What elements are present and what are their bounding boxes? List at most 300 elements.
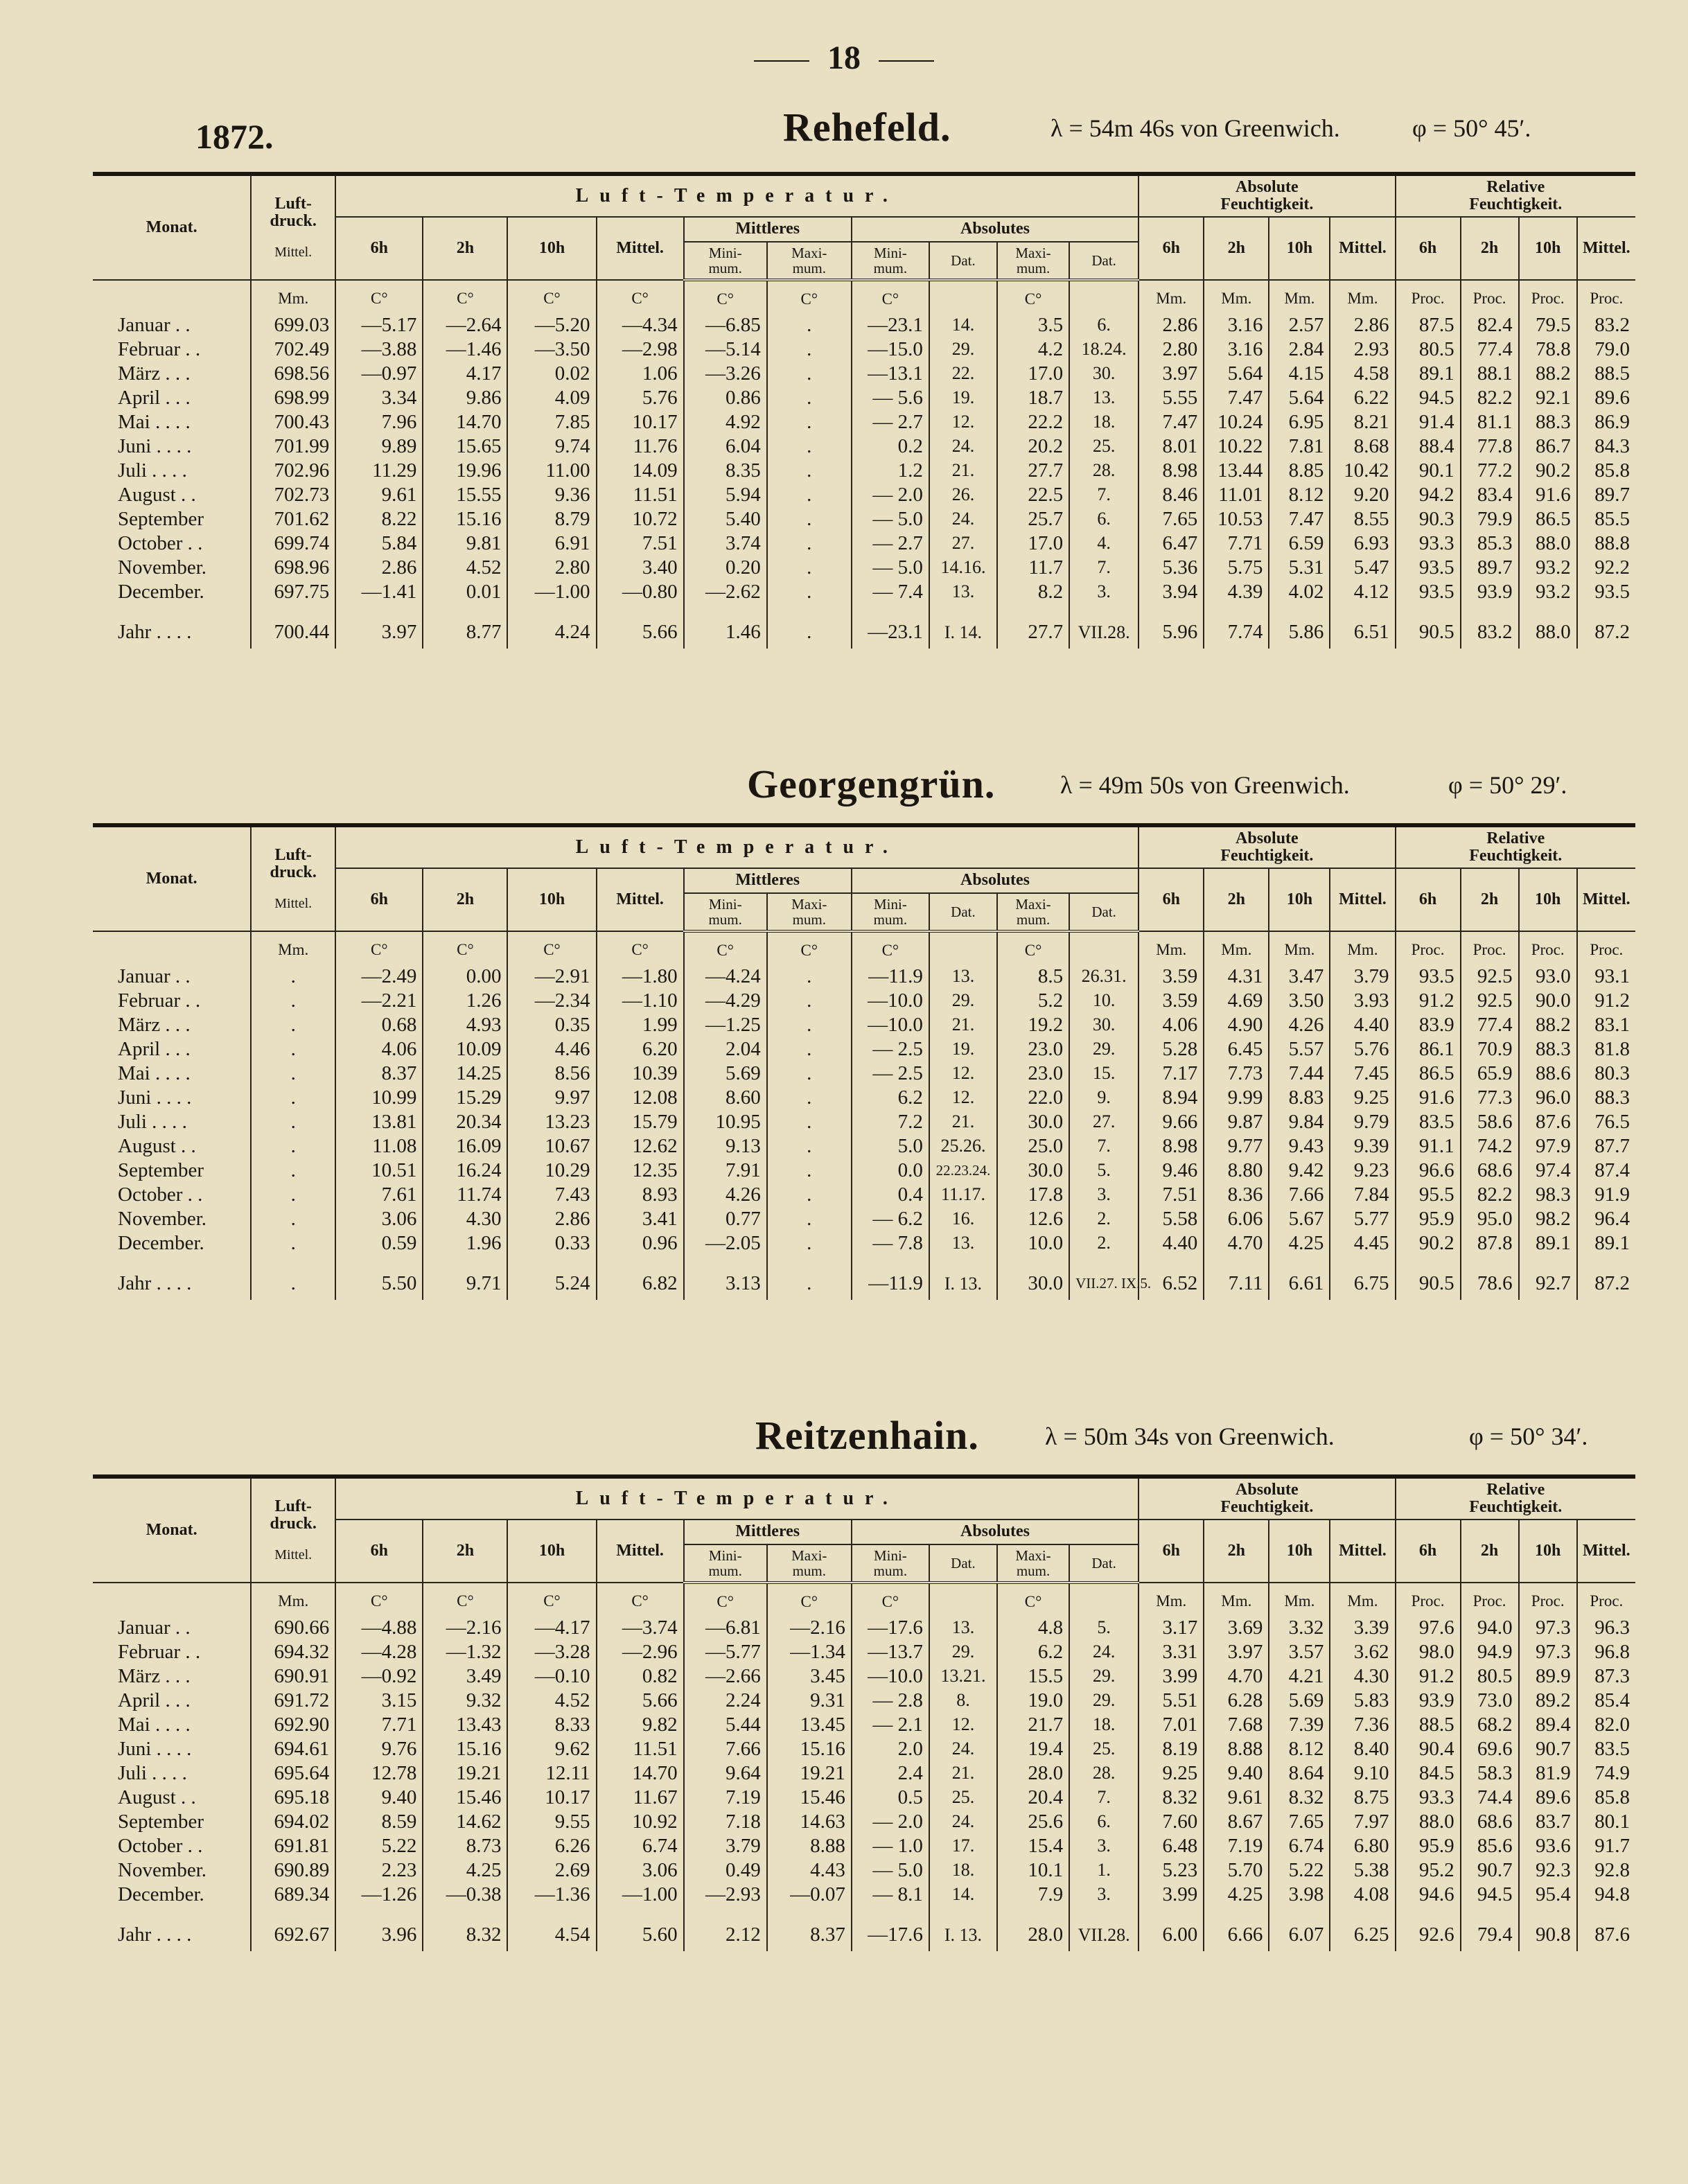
units-cell: C°	[852, 280, 929, 313]
table-cell: 4.69	[1204, 989, 1269, 1013]
table-cell: .	[767, 1013, 852, 1037]
table-cell: 82.0	[1577, 1713, 1635, 1737]
table-cell: —0.92	[335, 1664, 423, 1689]
table-cell: 88.3	[1519, 1037, 1577, 1062]
month-label: Januar . .	[118, 313, 191, 336]
table-cell: .	[767, 989, 852, 1013]
climate-table-grid	[93, 827, 1635, 1300]
table-cell: 93.3	[1396, 1786, 1461, 1810]
table-cell: I. 14.	[929, 604, 997, 649]
table-cell: —4.28	[335, 1640, 423, 1664]
table-cell: 8.80	[1204, 1159, 1269, 1183]
table-cell: —2.16	[767, 1616, 852, 1640]
month-label: October . .	[118, 531, 203, 554]
table-cell: .	[251, 1231, 335, 1256]
table-cell: 1.99	[597, 1013, 684, 1037]
table-cell: 4.08	[1330, 1883, 1395, 1907]
header-abs-h10: 10h	[1269, 217, 1330, 279]
table-cell: 5.84	[335, 531, 423, 556]
table-cell: 2.23	[335, 1858, 423, 1883]
table-cell: 15.46	[423, 1786, 507, 1810]
table-cell: 13.21.	[929, 1664, 997, 1689]
table-cell: 92.6	[1396, 1907, 1461, 1951]
header-sub-maximum-1: Maxi- mum.	[767, 893, 852, 931]
table-cell: 3.31	[1138, 1640, 1204, 1664]
table-row	[93, 580, 1635, 604]
table-cell: 87.2	[1577, 604, 1635, 649]
table-cell: 80.5	[1461, 1664, 1519, 1689]
header-luftdruck-sub: Mittel.	[274, 1547, 313, 1563]
climate-table-grid	[93, 176, 1635, 649]
table-cell: 0.49	[684, 1858, 767, 1883]
header-abs-h2: 2h	[1204, 1520, 1269, 1582]
table-header	[93, 1479, 1635, 1583]
table-cell: 6.52	[1138, 1256, 1204, 1300]
table-cell: 90.0	[1519, 989, 1577, 1013]
table-cell: 83.1	[1577, 1013, 1635, 1037]
table-cell: 698.56	[251, 362, 335, 386]
header-rel-h2: 2h	[1461, 1520, 1519, 1582]
station-header	[0, 104, 1688, 152]
table-cell: 83.7	[1519, 1810, 1577, 1834]
table-cell: 8.40	[1330, 1737, 1395, 1761]
table-cell: .	[767, 362, 852, 386]
table-cell: 9.23	[1330, 1159, 1395, 1183]
table-cell: .	[251, 1086, 335, 1110]
table-cell: — 2.1	[852, 1713, 929, 1737]
table-cell: 8.77	[423, 604, 507, 649]
table-cell: 4.90	[1204, 1013, 1269, 1037]
table-cell: —1.00	[507, 580, 596, 604]
header-luft-temperatur: Luft-Temperatur.	[335, 827, 1138, 868]
table-cell: 68.6	[1461, 1810, 1519, 1834]
table-row	[93, 507, 1635, 531]
table-cell: 90.2	[1396, 1231, 1461, 1256]
table-cell: 14.70	[423, 410, 507, 434]
table-cell: 0.0	[852, 1159, 929, 1183]
table-cell: 21.	[929, 1110, 997, 1134]
table-cell: 4.46	[507, 1037, 596, 1062]
table-cell: 87.4	[1577, 1159, 1635, 1183]
month-label: Januar . .	[118, 965, 191, 987]
table-cell: —5.77	[684, 1640, 767, 1664]
table-row	[93, 434, 1635, 459]
table-cell: 78.8	[1519, 337, 1577, 362]
table-cell: 2.	[1069, 1231, 1138, 1256]
units-cell: C°	[997, 280, 1069, 313]
table-cell: 702.73	[251, 483, 335, 507]
table-cell: 6.74	[597, 1834, 684, 1858]
table-cell: 85.8	[1577, 459, 1635, 483]
table-cell: 12.	[929, 1713, 997, 1737]
units-cell: Mm.	[1269, 1583, 1330, 1616]
month-label: November.	[118, 1207, 207, 1230]
table-cell: —4.17	[507, 1616, 596, 1640]
table-cell: 30.0	[997, 1159, 1069, 1183]
table-cell: 86.7	[1519, 434, 1577, 459]
table-cell: 5.23	[1138, 1858, 1204, 1883]
table-cell: —2.16	[423, 1616, 507, 1640]
table-cell: 88.3	[1577, 1086, 1635, 1110]
table-cell: 21.7	[997, 1713, 1069, 1737]
units-cell: Mm.	[1330, 931, 1395, 965]
units-cell: Proc.	[1396, 931, 1461, 965]
header-sub-maximum-4: Maxi- mum.	[997, 1544, 1069, 1583]
table-cell: 27.	[1069, 1110, 1138, 1134]
table-cell: 7.	[1069, 556, 1138, 580]
table-cell: 13.45	[767, 1713, 852, 1737]
table-cell: 96.3	[1577, 1616, 1635, 1640]
table-cell: 21.	[929, 459, 997, 483]
table-cell: 9.25	[1330, 1086, 1395, 1110]
units-cell: C°	[997, 1583, 1069, 1616]
month-label: Jahr . . . .	[118, 1923, 192, 1946]
header-sub-maximum-1: Maxi- mum.	[767, 1544, 852, 1583]
station-name: Rehefeld.	[783, 105, 951, 150]
station-latitude: φ = 50° 29′.	[1448, 771, 1567, 799]
table-cell: 97.4	[1519, 1159, 1577, 1183]
table-cell: 80.1	[1577, 1810, 1635, 1834]
table-cell: 93.9	[1396, 1689, 1461, 1713]
table-cell: 97.3	[1519, 1640, 1577, 1664]
table-cell: 8.94	[1138, 1086, 1204, 1110]
table-cell: 76.5	[1577, 1110, 1635, 1134]
table-cell: 0.20	[684, 556, 767, 580]
table-cell: 13.	[1069, 386, 1138, 410]
table-cell: 14.25	[423, 1062, 507, 1086]
table-cell: 93.2	[1519, 556, 1577, 580]
header-sub-minimum-2: Mini- mum.	[852, 893, 929, 931]
table-cell: 29.	[929, 337, 997, 362]
table-cell: 90.3	[1396, 507, 1461, 531]
table-cell: 699.74	[251, 531, 335, 556]
table-cell: 700.44	[251, 604, 335, 649]
table-cell: VII.28.	[1069, 1907, 1138, 1951]
table-cell: 89.7	[1461, 556, 1519, 580]
table-cell: — 1.0	[852, 1834, 929, 1858]
table-cell: 8.55	[1330, 507, 1395, 531]
table-cell: .	[767, 1062, 852, 1086]
table-cell: —4.24	[684, 965, 767, 989]
table-cell: 3.34	[335, 386, 423, 410]
table-cell: 97.9	[1519, 1134, 1577, 1159]
table-cell: 4.25	[1269, 1231, 1330, 1256]
table-cell: .	[767, 1159, 852, 1183]
units-cell: C°	[597, 1583, 684, 1616]
table-cell: 6.20	[597, 1037, 684, 1062]
table-cell: —10.0	[852, 1664, 929, 1689]
table-cell: 95.2	[1396, 1858, 1461, 1883]
table-row	[93, 1761, 1635, 1786]
table-cell: 8.37	[767, 1907, 852, 1951]
table-cell: 7.73	[1204, 1062, 1269, 1086]
table-cell: 7.	[1069, 1134, 1138, 1159]
table-row	[93, 1834, 1635, 1858]
table-cell: 10.0	[997, 1231, 1069, 1256]
month-label: April . . .	[118, 1037, 191, 1060]
table-cell: 10.29	[507, 1159, 596, 1183]
units-cell: C°	[423, 1583, 507, 1616]
header-sub-dat-5: Dat.	[1069, 1544, 1138, 1583]
table-cell: 11.74	[423, 1183, 507, 1207]
table-cell: 7.17	[1138, 1062, 1204, 1086]
table-cell: 0.68	[335, 1013, 423, 1037]
table-cell: 30.0	[997, 1110, 1069, 1134]
table-cell: 15.16	[767, 1737, 852, 1761]
table-cell: 15.29	[423, 1086, 507, 1110]
table-cell: 8.33	[507, 1713, 596, 1737]
table-cell: —4.88	[335, 1616, 423, 1640]
table-cell: 7.96	[335, 410, 423, 434]
table-cell: 5.76	[1330, 1037, 1395, 1062]
table-row	[93, 386, 1635, 410]
table-cell: .	[251, 989, 335, 1013]
table-cell: 88.4	[1396, 434, 1461, 459]
table-cell: 12.6	[997, 1207, 1069, 1231]
table-cell: 8.36	[1204, 1183, 1269, 1207]
table-cell: 2.57	[1269, 313, 1330, 337]
table-cell: 15.79	[597, 1110, 684, 1134]
header-sub-maximum-1: Maxi- mum.	[767, 242, 852, 280]
table-cell: 5.57	[1269, 1037, 1330, 1062]
header-sub-dat-3: Dat.	[929, 1544, 997, 1583]
table-cell: —2.64	[423, 313, 507, 337]
table-cell: —1.80	[597, 965, 684, 989]
table-cell: 93.9	[1461, 580, 1519, 604]
header-luftdruck	[251, 176, 335, 280]
header-temp-h2: 2h	[423, 868, 507, 931]
table-cell: 88.8	[1577, 531, 1635, 556]
table-cell: 91.2	[1396, 1664, 1461, 1689]
units-cell: C°	[335, 280, 423, 313]
table-cell: 9.66	[1138, 1110, 1204, 1134]
table-cell: 5.47	[1330, 556, 1395, 580]
table-cell: 96.6	[1396, 1159, 1461, 1183]
table-cell: 3.	[1069, 1183, 1138, 1207]
table-cell: —3.50	[507, 337, 596, 362]
table-cell: —2.05	[684, 1231, 767, 1256]
table-cell: 5.66	[597, 604, 684, 649]
table-cell: .	[251, 965, 335, 989]
table-cell: 11.00	[507, 459, 596, 483]
units-cell: Mm.	[1138, 931, 1204, 965]
table-cell: 4.21	[1269, 1664, 1330, 1689]
header-mittleres: Mittleres	[684, 217, 852, 241]
table-cell: 9.84	[1269, 1110, 1330, 1134]
table-cell: 7.18	[684, 1810, 767, 1834]
table-cell: 4.15	[1269, 362, 1330, 386]
table-cell: 0.5	[852, 1786, 929, 1810]
table-cell: 8.	[929, 1689, 997, 1713]
table-cell: —13.1	[852, 362, 929, 386]
climate-table	[93, 172, 1635, 649]
table-cell: 3.94	[1138, 580, 1204, 604]
table-cell: 2.86	[507, 1207, 596, 1231]
table-cell: —2.66	[684, 1664, 767, 1689]
units-cell: C°	[997, 931, 1069, 965]
table-cell: 8.88	[1204, 1737, 1269, 1761]
table-cell: 10.53	[1204, 507, 1269, 531]
table-cell: 88.3	[1519, 410, 1577, 434]
table-cell: 22.2	[997, 410, 1069, 434]
table-cell: 84.3	[1577, 434, 1635, 459]
units-cell: C°	[852, 931, 929, 965]
table-cell: 6.00	[1138, 1907, 1204, 1951]
table-cell: 12.62	[597, 1134, 684, 1159]
table-cell: 702.96	[251, 459, 335, 483]
table-cell: 4.92	[684, 410, 767, 434]
table-cell: 7.11	[1204, 1256, 1269, 1300]
table-cell: 6.82	[597, 1256, 684, 1300]
table-cell: 90.8	[1519, 1907, 1577, 1951]
table-cell: 90.4	[1396, 1737, 1461, 1761]
header-luft-temperatur: Luft-Temperatur.	[335, 1479, 1138, 1520]
table-cell: 74.9	[1577, 1761, 1635, 1786]
page-number	[0, 39, 1688, 77]
table-cell: 0.86	[684, 386, 767, 410]
table-cell: .	[767, 604, 852, 649]
table-cell: 24.	[929, 1737, 997, 1761]
table-cell: 0.01	[423, 580, 507, 604]
month-label: Februar . .	[118, 1640, 201, 1663]
table-cell: 9.	[1069, 1086, 1138, 1110]
table-cell: 11.51	[597, 1737, 684, 1761]
table-cell: 77.8	[1461, 434, 1519, 459]
table-cell: 3.50	[1269, 989, 1330, 1013]
table-cell: 5.28	[1138, 1037, 1204, 1062]
table-cell: 25.	[929, 1786, 997, 1810]
table-cell: 96.0	[1519, 1086, 1577, 1110]
units-cell: Mm.	[1138, 280, 1204, 313]
table-cell: 13.44	[1204, 459, 1269, 483]
table-cell: 7.19	[684, 1786, 767, 1810]
table-cell: .	[767, 1231, 852, 1256]
table-row	[93, 1207, 1635, 1231]
table-cell: 9.20	[1330, 483, 1395, 507]
table-cell: 3.59	[1138, 965, 1204, 989]
table-cell: 7.2	[852, 1110, 929, 1134]
units-cell: Proc.	[1461, 931, 1519, 965]
table-cell: 8.67	[1204, 1810, 1269, 1834]
table-cell: —3.26	[684, 362, 767, 386]
table-header	[93, 176, 1635, 280]
table-cell: 87.3	[1577, 1664, 1635, 1689]
header-sub-minimum-0: Mini- mum.	[684, 242, 767, 280]
table-cell: 74.4	[1461, 1786, 1519, 1810]
table-cell: 94.2	[1396, 483, 1461, 507]
header-rel-h10: 10h	[1519, 217, 1577, 279]
table-cell: 5.40	[684, 507, 767, 531]
units-cell: C°	[423, 931, 507, 965]
table-cell: 82.4	[1461, 313, 1519, 337]
table-cell: 16.	[929, 1207, 997, 1231]
table-cell: 9.46	[1138, 1159, 1204, 1183]
table-cell: 65.9	[1461, 1062, 1519, 1086]
table-cell: 15.65	[423, 434, 507, 459]
table-cell: 4.26	[1269, 1013, 1330, 1037]
table-cell: — 6.2	[852, 1207, 929, 1231]
table-cell: 3.40	[597, 556, 684, 580]
units-row	[93, 280, 1635, 313]
table-cell: 4.70	[1204, 1664, 1269, 1689]
table-row	[93, 989, 1635, 1013]
table-cell: 5.86	[1269, 604, 1330, 649]
units-cell: Mm.	[1204, 1583, 1269, 1616]
table-cell: 3.45	[767, 1664, 852, 1689]
table-cell: 4.40	[1330, 1013, 1395, 1037]
table-cell: 0.96	[597, 1231, 684, 1256]
units-cell: Mm.	[1269, 280, 1330, 313]
table-cell: .	[251, 1183, 335, 1207]
units-cell: Proc.	[1577, 280, 1635, 313]
header-luftdruck-label: Luft- druck.	[270, 194, 317, 230]
table-cell: 7.66	[684, 1737, 767, 1761]
table-cell: —3.88	[335, 337, 423, 362]
table-cell: 7.9	[997, 1883, 1069, 1907]
table-cell: 6.26	[507, 1834, 596, 1858]
units-cell	[93, 1583, 251, 1616]
table-cell: .	[767, 337, 852, 362]
table-cell: 5.58	[1138, 1207, 1204, 1231]
table-cell: 8.12	[1269, 483, 1330, 507]
table-cell: 690.66	[251, 1616, 335, 1640]
table-cell: 87.2	[1577, 1256, 1635, 1300]
table-cell: —1.36	[507, 1883, 596, 1907]
table-cell: — 5.0	[852, 507, 929, 531]
table-cell: 10.09	[423, 1037, 507, 1062]
table-cell: 2.80	[507, 556, 596, 580]
table-row	[93, 313, 1635, 337]
table-cell: 10.95	[684, 1110, 767, 1134]
table-cell: .	[767, 1086, 852, 1110]
table-cell: 6.45	[1204, 1037, 1269, 1062]
table-cell: 90.5	[1396, 1256, 1461, 1300]
table-cell: 2.80	[1138, 337, 1204, 362]
table-cell: 95.0	[1461, 1207, 1519, 1231]
table-cell: 3.06	[335, 1207, 423, 1231]
table-cell: — 5.0	[852, 556, 929, 580]
table-cell: 68.2	[1461, 1713, 1519, 1737]
units-cell: Proc.	[1577, 931, 1635, 965]
table-cell: 27.7	[997, 604, 1069, 649]
table-cell: 95.9	[1396, 1834, 1461, 1858]
table-cell: 2.24	[684, 1689, 767, 1713]
table-cell: 13.	[929, 1231, 997, 1256]
table-cell: 2.04	[684, 1037, 767, 1062]
month-label: Mai . . . .	[118, 410, 191, 433]
table-cell: 96.8	[1577, 1640, 1635, 1664]
month-label: Februar . .	[118, 337, 201, 360]
table-row	[93, 362, 1635, 386]
header-sub-minimum-2: Mini- mum.	[852, 1544, 929, 1583]
table-cell: 4.39	[1204, 580, 1269, 604]
table-cell: 16.24	[423, 1159, 507, 1183]
table-cell: 25.6	[997, 1810, 1069, 1834]
station-longitude: λ = 50m 34s von Greenwich.	[1045, 1423, 1335, 1450]
table-cell: 5.69	[684, 1062, 767, 1086]
table-cell: 4.70	[1204, 1231, 1269, 1256]
table-cell: 9.36	[507, 483, 596, 507]
header-sub-minimum-0: Mini- mum.	[684, 1544, 767, 1583]
table-cell: —23.1	[852, 604, 929, 649]
table-cell: —2.93	[684, 1883, 767, 1907]
table-cell: 7.60	[1138, 1810, 1204, 1834]
table-cell: 95.4	[1519, 1883, 1577, 1907]
month-label: Jahr . . . .	[118, 621, 192, 644]
table-cell: 6.93	[1330, 531, 1395, 556]
table-cell: 88.6	[1519, 1062, 1577, 1086]
month-label: Juni . . . .	[118, 1086, 192, 1109]
